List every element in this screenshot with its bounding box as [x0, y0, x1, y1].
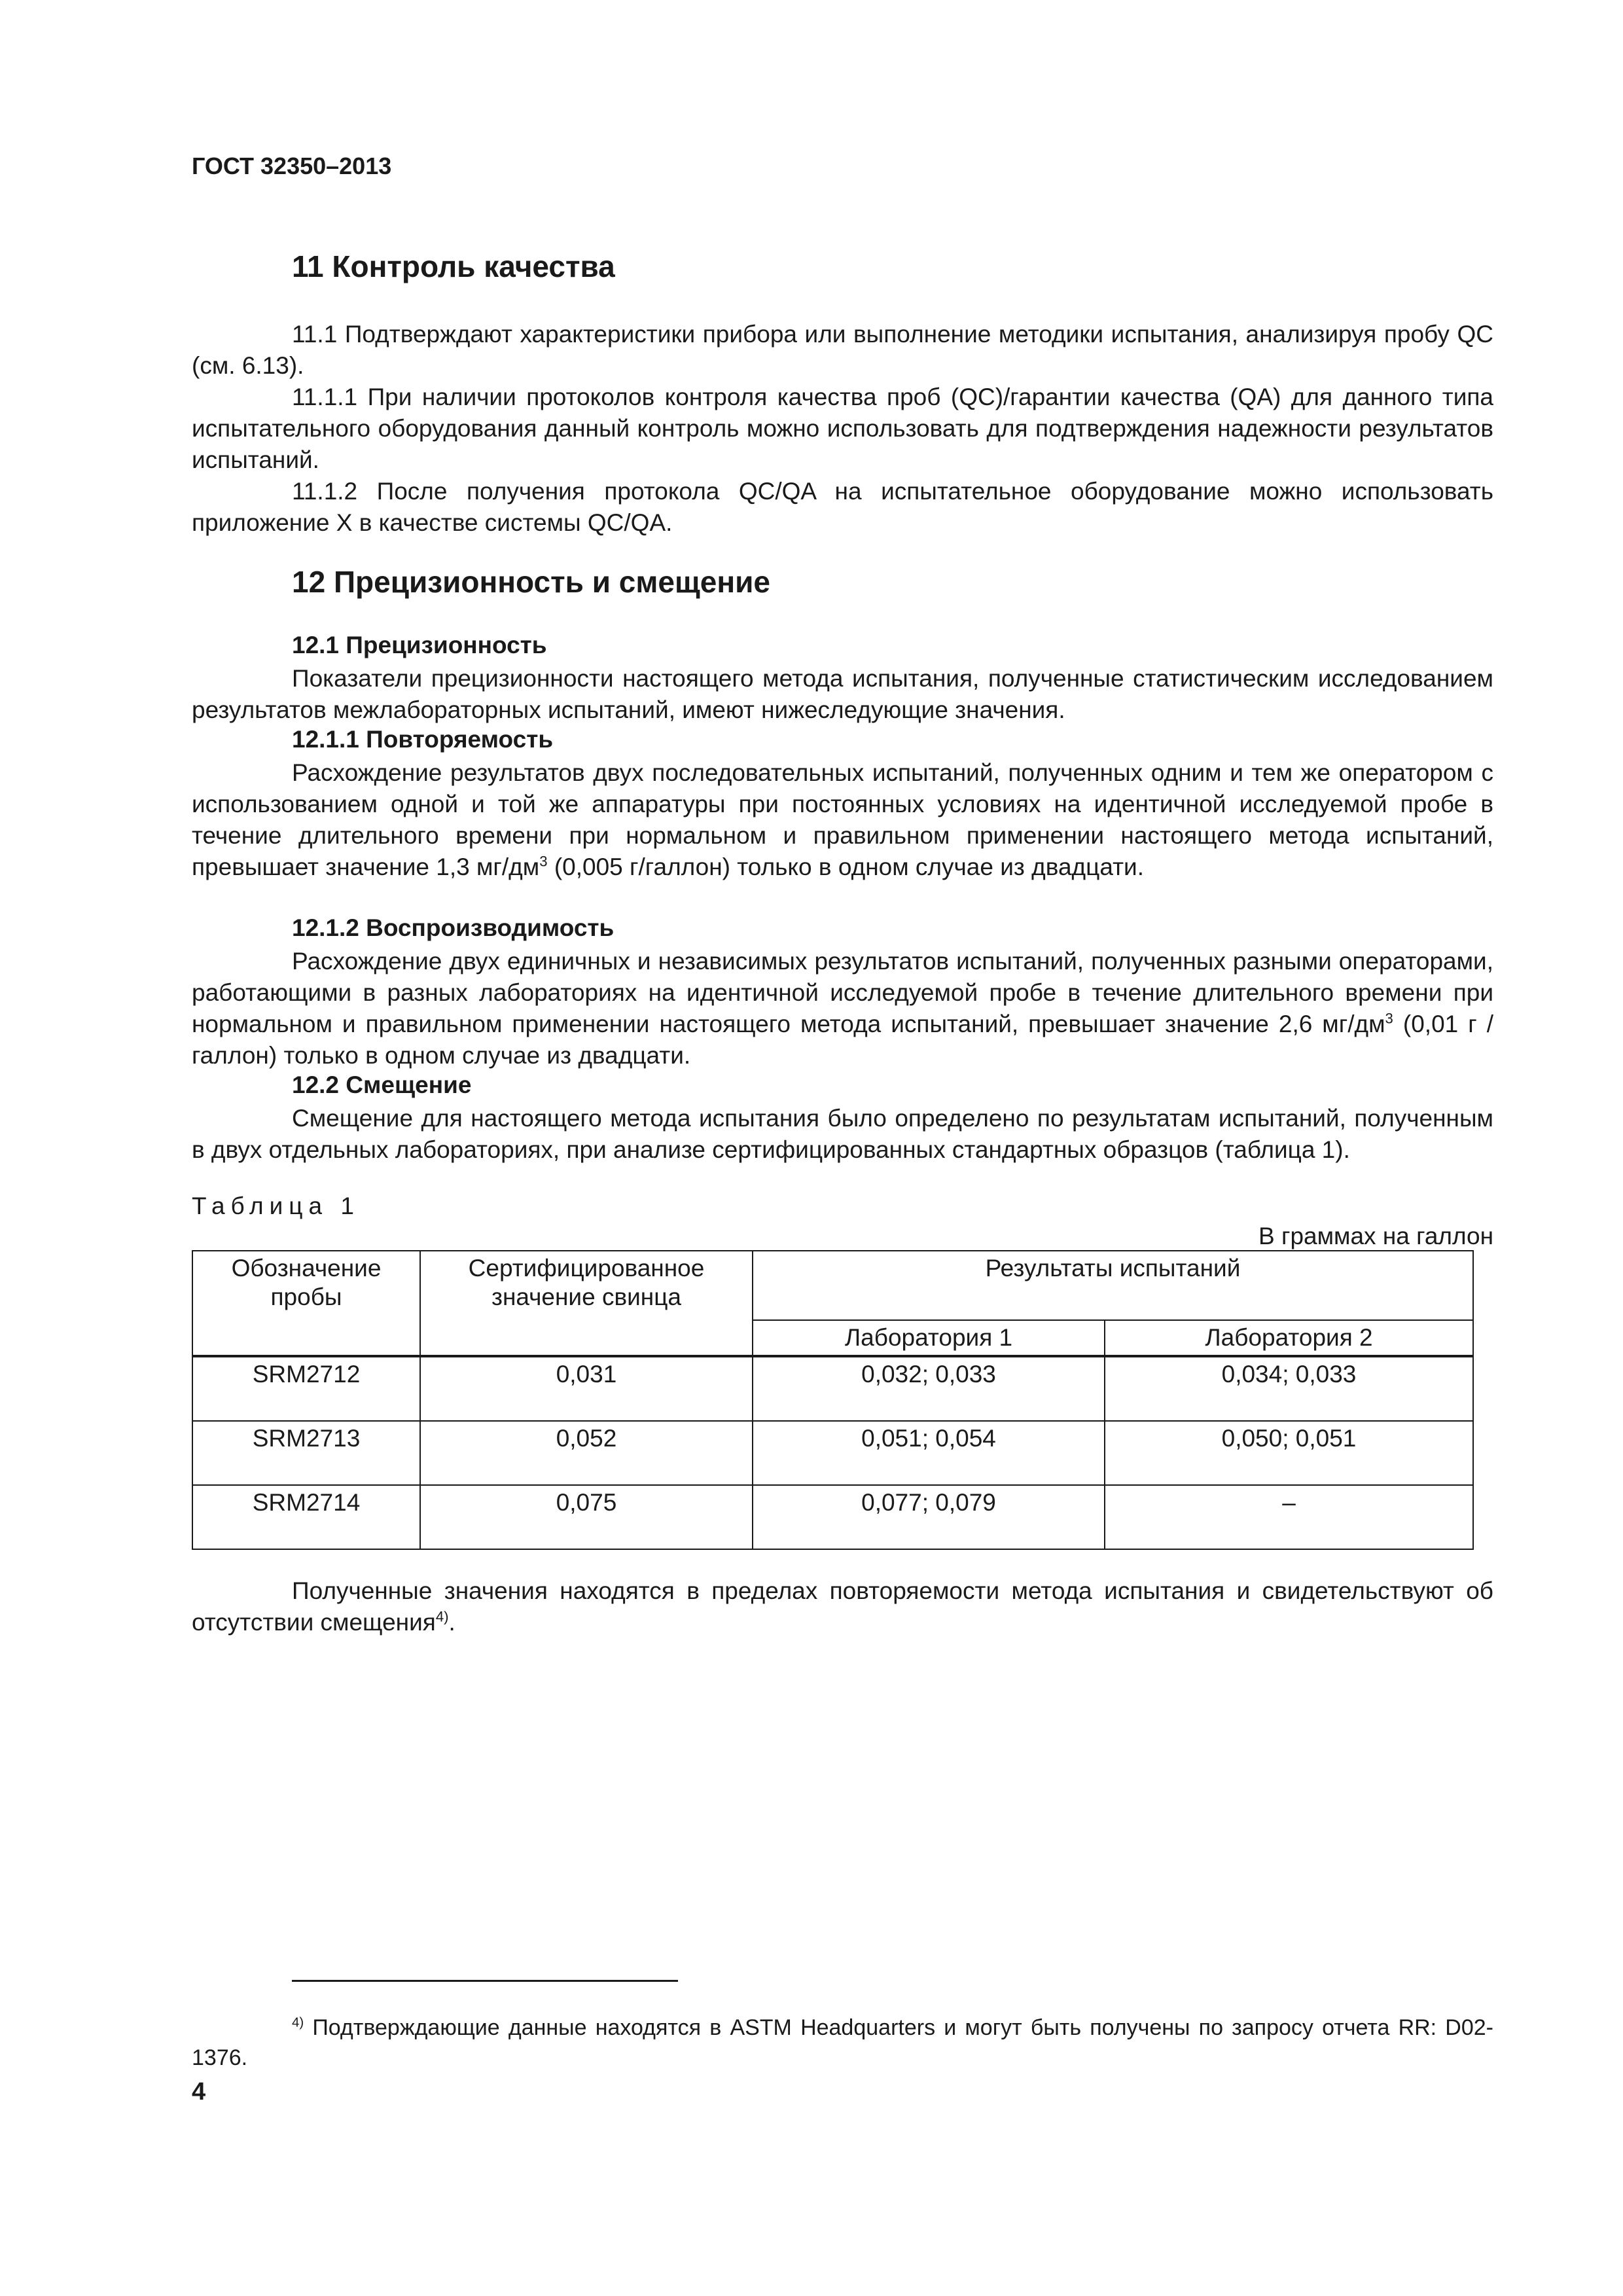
cell-lab-2: 0,050; 0,051	[1105, 1421, 1473, 1485]
header-test-results: Результаты испытаний	[753, 1251, 1473, 1320]
section-12-title: 12 Прецизионность и смещение	[292, 565, 771, 599]
table-row	[192, 1356, 1473, 1421]
header-sample-id: Обозначение пробы	[192, 1251, 420, 1356]
table-row	[192, 1421, 1473, 1485]
table-header-row	[192, 1251, 1473, 1320]
paragraph-12-1-1	[192, 757, 1493, 883]
cell-sample-id: SRM2713	[192, 1421, 420, 1485]
cell-sample-id: SRM2714	[192, 1485, 420, 1549]
section-11-title: 11 Контроль качества	[292, 249, 615, 283]
subsection-12-2-title: 12.2 Смещение	[292, 1071, 472, 1098]
paragraph-12-2-text: Смещение для настоящего метода испытания было определено по результатам испытаний, полученным в двух отдельных лабораториях, при анализе сертифицированных стандартных образцов (таблица 1).	[192, 1105, 1493, 1163]
paragraph-12-1	[192, 663, 1493, 726]
conclusion-paragraph	[192, 1575, 1493, 1638]
footnote-separator	[292, 1980, 678, 1982]
paragraph-12-2	[192, 1103, 1493, 1166]
subsection-12-1-1-title: 12.1.1 Повторяемость	[292, 726, 554, 753]
superscript-3: 3	[1385, 1010, 1393, 1027]
paragraph-12-1-2-text-a: Расхождение двух единичных и независимых результатов испытаний, полученных разными операторами, работающими в разных лабораториях на идентичной исследуемой пробе в течение длительного времени при нормальном и правильном применении настоящего метода испытаний, превышает значение 2,6 мг/дм	[192, 948, 1493, 1037]
footnote-ref: 4)	[435, 1608, 449, 1625]
footnote-mark: 4)	[292, 2015, 304, 2030]
footnote-text: Подтверждающие данные находятся в ASTM Headquarters и могут быть получены по запросу отчета RR: D02-1376.	[192, 2015, 1493, 2070]
paragraph-11-1-2-text: 11.1.2 После получения протокола QC/QA на испытательное оборудование можно использовать приложение Х в качестве системы QC/QA.	[192, 478, 1493, 536]
cell-lab-1: 0,032; 0,033	[753, 1356, 1105, 1421]
table-units: В граммах на галлон	[1258, 1223, 1493, 1249]
paragraph-11-1-1-text: 11.1.1 При наличии протоколов контроля качества проб (QC)/гарантии качества (QA) для данного типа испытательного оборудования данный контроль можно использовать для подтверждения надежности результатов испытаний.	[192, 384, 1493, 473]
header-lab-2: Лаборатория 2	[1105, 1320, 1473, 1356]
cell-certified: 0,052	[420, 1421, 753, 1485]
paragraph-12-1-text: Показатели прецизионности настоящего метода испытания, полученные статистическим исследованием результатов межлабораторных испытаний, имеют нижеследующие значения.	[192, 665, 1493, 723]
cell-lab-1: 0,077; 0,079	[753, 1485, 1105, 1549]
results-table	[192, 1250, 1474, 1550]
table-row	[192, 1485, 1473, 1549]
header-lab-1: Лаборатория 1	[753, 1320, 1105, 1356]
paragraph-12-1-2	[192, 946, 1493, 1071]
cell-sample-id: SRM2712	[192, 1356, 420, 1421]
table-caption: Таблица 1	[192, 1193, 360, 1219]
header-certified-lead: Сертифицированное значение свинца	[420, 1251, 753, 1356]
conclusion-text: Полученные значения находятся в пределах повторяемости метода испытания и свидетельствуют об отсутствии смещения	[192, 1577, 1493, 1636]
conclusion-end: .	[448, 1609, 455, 1636]
paragraph-11-1-text: 11.1 Подтверждают характеристики прибора или выполнение методики испытания, анализируя пробу QC (см. 6.13).	[192, 321, 1493, 379]
subsection-12-1-2-title: 12.1.2 Воспроизводимость	[292, 914, 615, 941]
page-number: 4	[192, 2078, 206, 2106]
paragraph-12-1-2-text-b: (0,01 г /галлон) только в одном случае из двадцати.	[192, 1011, 1493, 1069]
subsection-12-1-title: 12.1 Прецизионность	[292, 632, 547, 658]
superscript-3: 3	[539, 853, 548, 870]
cell-certified: 0,031	[420, 1356, 753, 1421]
document-header: ГОСТ 32350–2013	[192, 152, 392, 179]
cell-lab-2: 0,034; 0,033	[1105, 1356, 1473, 1421]
paragraph-11-1	[192, 319, 1493, 382]
footnote	[192, 2013, 1493, 2073]
cell-certified: 0,075	[420, 1485, 753, 1549]
paragraph-11-1-1	[192, 382, 1493, 476]
cell-lab-1: 0,051; 0,054	[753, 1421, 1105, 1485]
cell-lab-2: –	[1105, 1485, 1473, 1549]
paragraph-11-1-2	[192, 476, 1493, 539]
paragraph-12-1-1-text-a: Расхождение результатов двух последовательных испытаний, полученных одним и тем же оператором с использованием одной и той же аппаратуры при постоянных условиях на идентичной исследуемой пробе в течение длительного времени при нормальном и правильном применении настоящего метода испытаний, превышает значение 1,3 мг/дм	[192, 759, 1493, 880]
paragraph-12-1-1-text-b: (0,005 г/галлон) только в одном случае из двадцати.	[547, 853, 1144, 880]
